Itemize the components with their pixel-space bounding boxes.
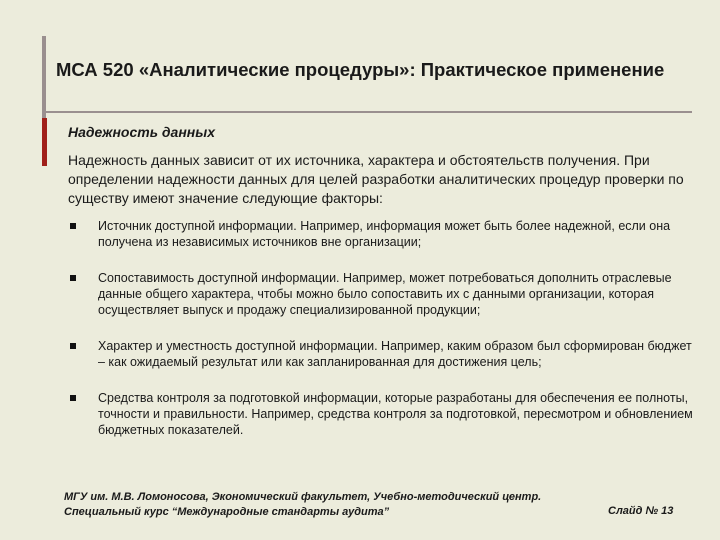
list-item-text: Средства контроля за подготовкой информации, которые разработаны для обеспечения ее полноты, точности и правильности. Например, средства контроля за подготовкой, пересмотром и обновлением бюджетных показателей.: [98, 391, 693, 437]
slide-subtitle: Надежность данных: [68, 124, 215, 140]
list-item-text: Источник доступной информации. Например, информация может быть более надежной, если она получена из независимых источников вне организации;: [98, 219, 671, 249]
list-item: [68, 270, 698, 318]
slide-title: МСА 520 «Аналитические процедуры»: Практическое применение: [56, 59, 665, 80]
list-item: [68, 218, 698, 250]
list-item-text: Сопоставимость доступной информации. Например, может потребоваться дополнить отраслевые данные общего характера, чтобы можно было сопоставить их с данными организации, которая осуществляет выпуск и продажу специализированной продукции;: [98, 271, 672, 317]
list-item: [68, 338, 698, 370]
title-divider: [42, 111, 692, 113]
square-bullet-icon: [70, 223, 76, 229]
slide-number: Слайд № 13: [608, 505, 674, 517]
square-bullet-icon: [70, 275, 76, 281]
list-item-text: Характер и уместность доступной информации. Например, каким образом был сформирован бюджет – как ожидаемый результат или как запланированная для достижения цель;: [98, 339, 692, 369]
square-bullet-icon: [70, 343, 76, 349]
accent-vertical-bar: [42, 118, 47, 166]
factor-list: [68, 218, 698, 438]
list-item: [68, 390, 698, 438]
square-bullet-icon: [70, 395, 76, 401]
footer-institution: МГУ им. М.В. Ломоносова, Экономический факультет, Учебно-методический центр. Специальный курс “Международные стандарты аудита”: [64, 491, 542, 518]
intro-paragraph: Надежность данных зависит от их источника, характера и обстоятельств получения. При определении надежности данных для целей разработки аналитических процедур проверки по существу имеют значение следующие факторы:: [68, 152, 684, 206]
